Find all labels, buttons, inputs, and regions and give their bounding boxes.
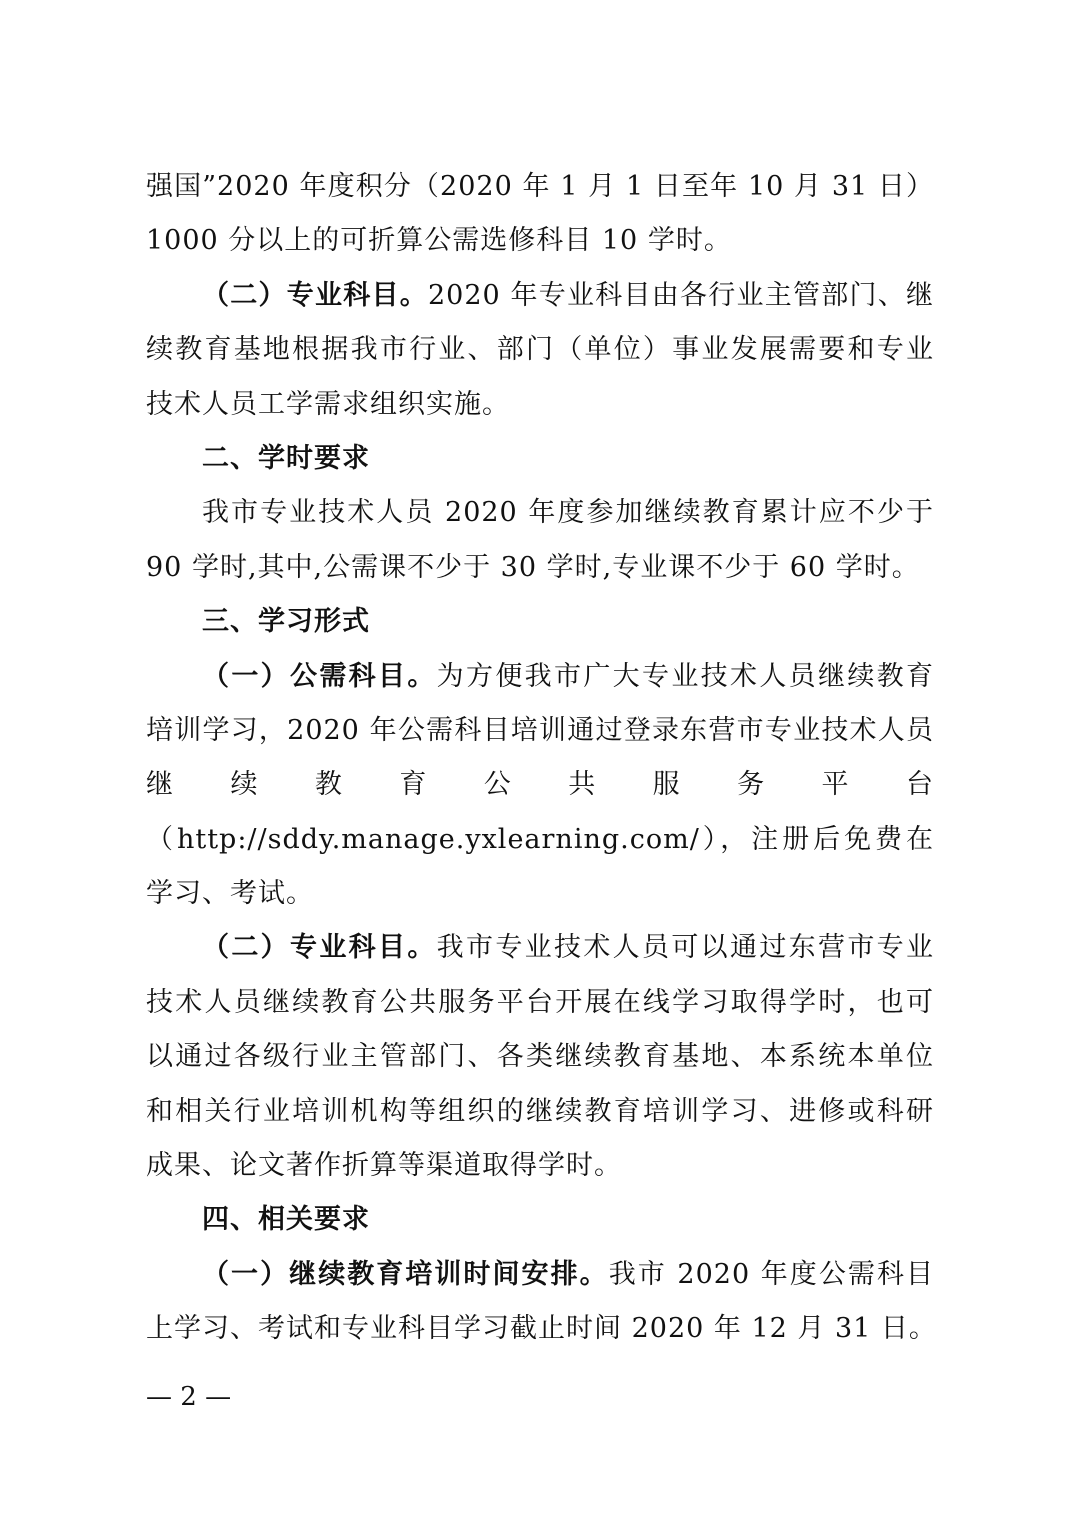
text-line: [146, 432, 934, 486]
body-text: 我市专业技术人员 2020 年度参加继续教育累计应不少于: [202, 497, 934, 529]
text-line: [146, 160, 934, 214]
heading-text: （一）继续教育培训时间安排。: [202, 1258, 609, 1290]
body-text: 和相关行业培训机构等组织的继续教育培训学习、进修或科研: [146, 1095, 934, 1127]
heading-text: （一）公需科目。: [202, 660, 437, 692]
text-line: [146, 867, 934, 921]
body-text: 技术人员工学需求组织实施。: [146, 388, 510, 420]
text-line: [146, 1193, 934, 1247]
heading-text: 三、学习形式: [202, 606, 370, 638]
text-line: [146, 921, 934, 975]
body-text: （http://sddy.manage.yxlearning.com/），注册后免费在: [146, 823, 934, 855]
text-line: [146, 650, 934, 704]
body-text: 为方便我市广大专业技术人员继续教育: [436, 660, 934, 692]
text-line: [146, 813, 934, 867]
text-line: [146, 1030, 934, 1084]
text-line: [146, 704, 934, 758]
text-line: [146, 486, 934, 540]
text-line: [146, 541, 934, 595]
body-text: 上学习、考试和专业科目学习截止时间 2020 年 12 月 31 日。: [146, 1313, 937, 1345]
body-text: 成果、论文著作折算等渠道取得学时。: [146, 1150, 622, 1182]
heading-text: 四、相关要求: [202, 1204, 370, 1236]
text-line: [146, 1085, 934, 1139]
body-text: 技术人员继续教育公共服务平台开展在线学习取得学时，也可: [146, 986, 934, 1018]
body-text: 强国”2020 年度积分（2020 年 1 月 1 日至年 10 月 31 日）: [146, 171, 934, 202]
body-text: 以通过各级行业主管部门、各类继续教育基地、本系统本单位: [146, 1041, 934, 1073]
text-line: [146, 378, 934, 432]
text-line: [146, 1139, 934, 1193]
text-line: [146, 323, 934, 377]
body-text: 1000 分以上的可折算公需选修科目 10 学时。: [146, 225, 732, 257]
text-line: [146, 1302, 937, 1356]
document-body: [146, 160, 937, 1357]
body-text: 我市专业技术人员可以通过东营市专业: [436, 932, 934, 964]
page-number: — 2 —: [146, 1382, 232, 1412]
body-text: 我市 2020 年度公需科目: [608, 1258, 934, 1290]
text-line: [146, 269, 934, 323]
body-text: 2020 年专业科目由各行业主管部门、继: [427, 279, 934, 311]
body-text: 继 续 教 育 公 共 服 务 平 台: [146, 769, 934, 801]
text-line: [146, 214, 934, 268]
body-text: 学习、考试。: [146, 878, 314, 910]
text-line: [146, 758, 934, 812]
text-line: [146, 1248, 934, 1302]
body-text: 90 学时,其中,公需课不少于 30 学时,专业课不少于 60 学时。: [146, 551, 920, 583]
text-line: [146, 976, 934, 1030]
body-text: 续教育基地根据我市行业、部门（单位）事业发展需要和专业: [146, 334, 934, 366]
text-line: [146, 595, 934, 649]
heading-text: （二）专业科目。: [202, 932, 437, 964]
heading-text: （二）专业科目。: [202, 279, 428, 311]
heading-text: 二、学时要求: [202, 442, 370, 474]
body-text: 培训学习，2020 年公需科目培训通过登录东营市专业技术人员: [146, 714, 934, 746]
